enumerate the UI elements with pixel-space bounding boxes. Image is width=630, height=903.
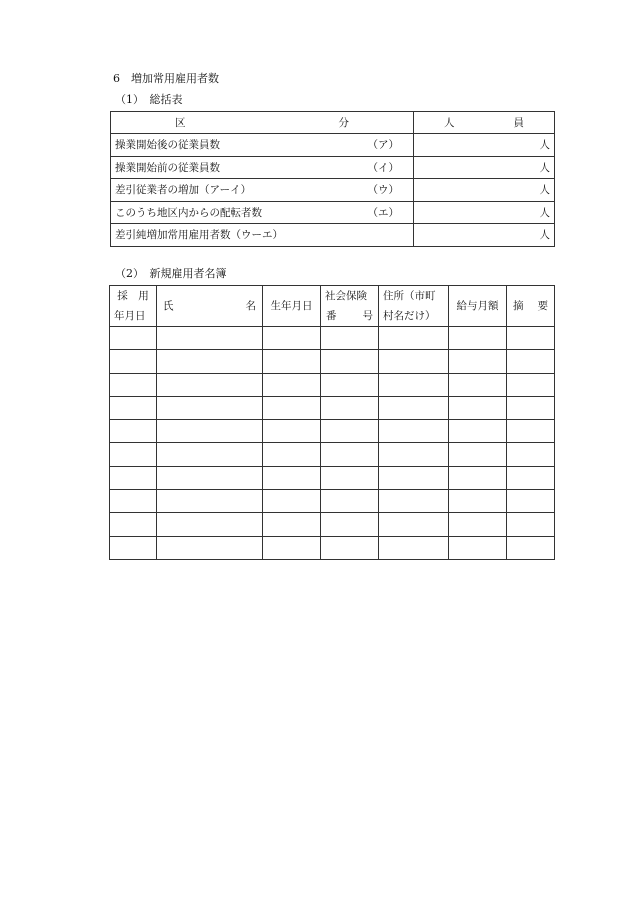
insurance-number-cell[interactable] [321, 536, 379, 559]
birth-date-cell[interactable] [263, 373, 321, 396]
hire-date-cell[interactable] [110, 373, 157, 396]
category-header-b: 分 [338, 117, 349, 129]
address-cell[interactable] [379, 373, 449, 396]
insurance-number-header-b1: 番 [326, 310, 337, 322]
salary-cell[interactable] [449, 420, 507, 443]
summary-row [111, 201, 555, 224]
birth-date-cell[interactable] [263, 536, 321, 559]
register-row [110, 513, 555, 536]
summary-table [110, 111, 555, 247]
insurance-number-header-a: 社会保険 [325, 290, 367, 302]
name-cell[interactable] [157, 443, 263, 466]
name-cell[interactable] [157, 513, 263, 536]
summary-row-value-cell[interactable] [414, 201, 555, 224]
remarks-cell[interactable] [507, 327, 555, 350]
hire-date-cell[interactable] [110, 420, 157, 443]
summary-row-unit: 人 [539, 161, 550, 174]
address-cell[interactable] [379, 350, 449, 373]
name-cell[interactable] [157, 350, 263, 373]
salary-cell[interactable] [449, 373, 507, 396]
insurance-number-cell[interactable] [321, 396, 379, 419]
salary-cell[interactable] [449, 466, 507, 489]
birth-date-header-label: 生年月日 [270, 300, 313, 312]
address-cell[interactable] [379, 443, 449, 466]
summary-row-code: （ア） [367, 139, 399, 152]
remarks-cell[interactable] [507, 373, 555, 396]
birth-date-cell[interactable] [263, 513, 321, 536]
register-row [110, 420, 555, 443]
birth-date-cell[interactable] [263, 396, 321, 419]
hire-date-header-b: 年月日 [114, 310, 146, 322]
birth-date-cell[interactable] [263, 443, 321, 466]
address-cell[interactable] [379, 536, 449, 559]
register-row [110, 536, 555, 559]
register-row [110, 466, 555, 489]
summary-subtitle: （1） 総括表 [115, 93, 183, 106]
hire-date-header-a: 採 用 [117, 290, 149, 302]
hire-date-header [110, 286, 157, 327]
summary-row [111, 224, 555, 247]
remarks-cell[interactable] [507, 396, 555, 419]
hire-date-cell[interactable] [110, 536, 157, 559]
salary-cell[interactable] [449, 350, 507, 373]
summary-row-label: このうち地区内からの配転者数 [115, 206, 262, 219]
birth-date-cell[interactable] [263, 466, 321, 489]
name-header-a: 氏 [163, 300, 174, 312]
remarks-header-b: 要 [537, 300, 548, 312]
summary-row-unit: 人 [539, 184, 550, 197]
address-cell[interactable] [379, 396, 449, 419]
birth-date-cell[interactable] [263, 327, 321, 350]
count-header [414, 112, 555, 134]
insurance-number-cell[interactable] [321, 350, 379, 373]
birth-date-cell[interactable] [263, 420, 321, 443]
name-cell[interactable] [157, 327, 263, 350]
summary-row-label: 操業開始後の従業員数 [115, 139, 220, 152]
register-row [110, 373, 555, 396]
summary-header-row [111, 112, 555, 134]
remarks-header-a: 摘 [513, 300, 524, 312]
summary-row-code: （ウ） [367, 184, 399, 197]
summary-row-label-cell [111, 224, 414, 247]
summary-row-value-cell[interactable] [414, 179, 555, 202]
salary-cell[interactable] [449, 513, 507, 536]
name-cell[interactable] [157, 466, 263, 489]
address-cell[interactable] [379, 420, 449, 443]
summary-row-code: （エ） [367, 206, 399, 219]
remarks-cell[interactable] [507, 490, 555, 513]
birth-date-header [263, 286, 321, 327]
birth-date-cell[interactable] [263, 490, 321, 513]
insurance-number-cell[interactable] [321, 466, 379, 489]
name-cell[interactable] [157, 396, 263, 419]
register-table [109, 285, 555, 560]
summary-row-unit: 人 [539, 206, 550, 219]
remarks-header [507, 286, 555, 327]
summary-row-value-cell[interactable] [414, 134, 555, 157]
register-row [110, 490, 555, 513]
salary-cell[interactable] [449, 490, 507, 513]
summary-row [111, 179, 555, 202]
name-cell[interactable] [157, 490, 263, 513]
salary-header [449, 286, 507, 327]
name-header [157, 286, 263, 327]
hire-date-cell[interactable] [110, 466, 157, 489]
salary-cell[interactable] [449, 396, 507, 419]
summary-row-value-cell[interactable] [414, 156, 555, 179]
name-cell[interactable] [157, 420, 263, 443]
address-header-b: 村名だけ） [383, 310, 436, 322]
count-header-a: 人 [444, 117, 455, 129]
name-cell[interactable] [157, 373, 263, 396]
summary-row-label: 差引純増加常用雇用者数（ウーエ） [115, 229, 283, 242]
section-title: 6 増加常用雇用者数 [113, 72, 219, 85]
summary-row-value-cell[interactable] [414, 224, 555, 247]
summary-row-unit: 人 [539, 139, 550, 152]
remarks-cell[interactable] [507, 513, 555, 536]
remarks-cell[interactable] [507, 420, 555, 443]
insurance-number-cell[interactable] [321, 327, 379, 350]
hire-date-cell[interactable] [110, 513, 157, 536]
summary-row [111, 156, 555, 179]
register-subtitle: （2） 新規雇用者名簿 [115, 267, 227, 280]
salary-cell[interactable] [449, 327, 507, 350]
address-cell[interactable] [379, 466, 449, 489]
summary-row-label-cell [111, 134, 414, 157]
insurance-number-cell[interactable] [321, 490, 379, 513]
summary-row-code: （イ） [367, 161, 399, 174]
register-header-row [110, 286, 555, 327]
address-cell[interactable] [379, 490, 449, 513]
register-row [110, 327, 555, 350]
summary-row-unit: 人 [539, 229, 550, 242]
summary-row-label-cell [111, 179, 414, 202]
register-row [110, 396, 555, 419]
hire-date-cell[interactable] [110, 327, 157, 350]
birth-date-cell[interactable] [263, 350, 321, 373]
address-header-a: 住所（市町 [383, 290, 436, 302]
salary-cell[interactable] [449, 443, 507, 466]
register-body [110, 327, 555, 560]
count-header-b: 員 [513, 117, 524, 129]
hire-date-cell[interactable] [110, 396, 157, 419]
summary-row-label-cell [111, 201, 414, 224]
summary-row [111, 134, 555, 157]
category-header [111, 112, 414, 134]
salary-cell[interactable] [449, 536, 507, 559]
insurance-number-cell[interactable] [321, 420, 379, 443]
insurance-number-cell[interactable] [321, 513, 379, 536]
register-row [110, 350, 555, 373]
hire-date-cell[interactable] [110, 350, 157, 373]
category-header-a: 区 [175, 117, 186, 129]
register-row [110, 443, 555, 466]
insurance-number-header [321, 286, 379, 327]
insurance-number-cell[interactable] [321, 443, 379, 466]
insurance-number-header-b2: 号 [362, 310, 373, 322]
remarks-cell[interactable] [507, 350, 555, 373]
address-cell[interactable] [379, 327, 449, 350]
name-header-b: 名 [245, 300, 256, 312]
salary-header-label: 給与月額 [456, 300, 499, 312]
hire-date-cell[interactable] [110, 443, 157, 466]
address-cell[interactable] [379, 513, 449, 536]
hire-date-cell[interactable] [110, 490, 157, 513]
remarks-cell[interactable] [507, 466, 555, 489]
summary-row-label-cell [111, 156, 414, 179]
remarks-cell[interactable] [507, 536, 555, 559]
summary-row-label: 差引従業者の増加（アーイ） [115, 184, 252, 197]
insurance-number-cell[interactable] [321, 373, 379, 396]
address-header [379, 286, 449, 327]
remarks-cell[interactable] [507, 443, 555, 466]
name-cell[interactable] [157, 536, 263, 559]
summary-row-label: 操業開始前の従業員数 [115, 161, 220, 174]
